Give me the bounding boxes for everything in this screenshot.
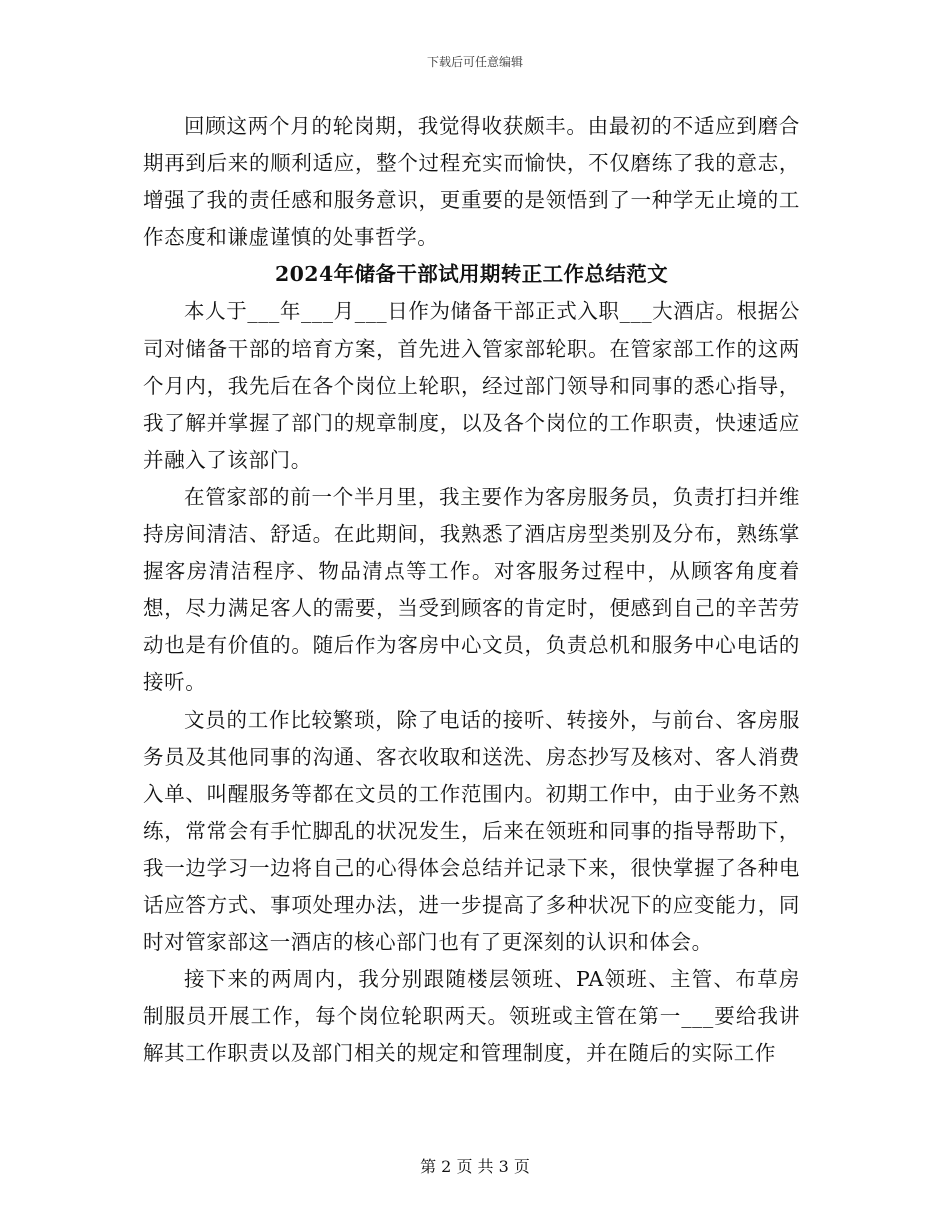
document-body — [143, 108, 800, 1072]
paragraph-housekeeping: 在管家部的前一个半月里，我主要作为客房服务员，负责打扫并维持房间清洁、舒适。在此期间，我熟悉了酒店房型类别及分布，熟练掌握客房清洁程序、物品清点等工作。对客服务过程中，从顾客角度着想，尽力满足客人的需要，当受到顾客的肯定时，便感到自己的辛苦劳动也是有价值的。随后作为客房中心文员，负责总机和服务中心电话的接听。 — [143, 484, 800, 695]
paragraph-intro: 本人于___年___月___日作为储备干部正式入职___大酒店。根据公司对储备干部的培育方案，首先进入管家部轮职。在管家部工作的这两个月内，我先后在各个岗位上轮职，经过部门领导和同事的悉心指导，我了解并掌握了部门的规章制度，以及各个岗位的工作职责，快速适应并融入了该部门。 — [143, 299, 800, 472]
paragraph-clerk: 文员的工作比较繁琐，除了电话的接听、转接外，与前台、客房服务员及其他同事的沟通、客衣收取和送洗、房态抄写及核对、客人消费入单、叫醒服务等都在文员的工作范围内。初期工作中，由于业务不熟练，常常会有手忙脚乱的状况发生，后来在领班和同事的指导帮助下，我一边学习一边将自己的心得体会总结并记录下来，很快掌握了各种电话应答方式、事项处理办法，进一步提高了多种状况下的应变能力，同时对管家部这一酒店的核心部门也有了更深刻的认识和体会。 — [143, 707, 800, 955]
document-title: 2024年储备干部试用期转正工作总结范文 — [274, 262, 669, 287]
paragraph-review: 回顾这两个月的轮岗期，我觉得收获颇丰。由最初的不适应到磨合期再到后来的顺利适应，整个过程充实而愉快，不仅磨练了我的意志，增强了我的责任感和服务意识，更重要的是领悟到了一种学无止境的工作态度和谦虚谨慎的处事哲学。 — [143, 114, 800, 250]
paragraph-rotation: 接下来的两周内，我分别跟随楼层领班、PA领班、主管、布草房制服员开展工作，每个岗位轮职两天。领班或主管在第一___要给我讲解其工作职责以及部门相关的规定和管理制度，并在随后的实际工作 — [143, 967, 800, 1066]
page-number: 第 2 页 共 3 页 — [420, 1157, 530, 1176]
page-header: 下载后可任意编辑 — [426, 55, 523, 69]
